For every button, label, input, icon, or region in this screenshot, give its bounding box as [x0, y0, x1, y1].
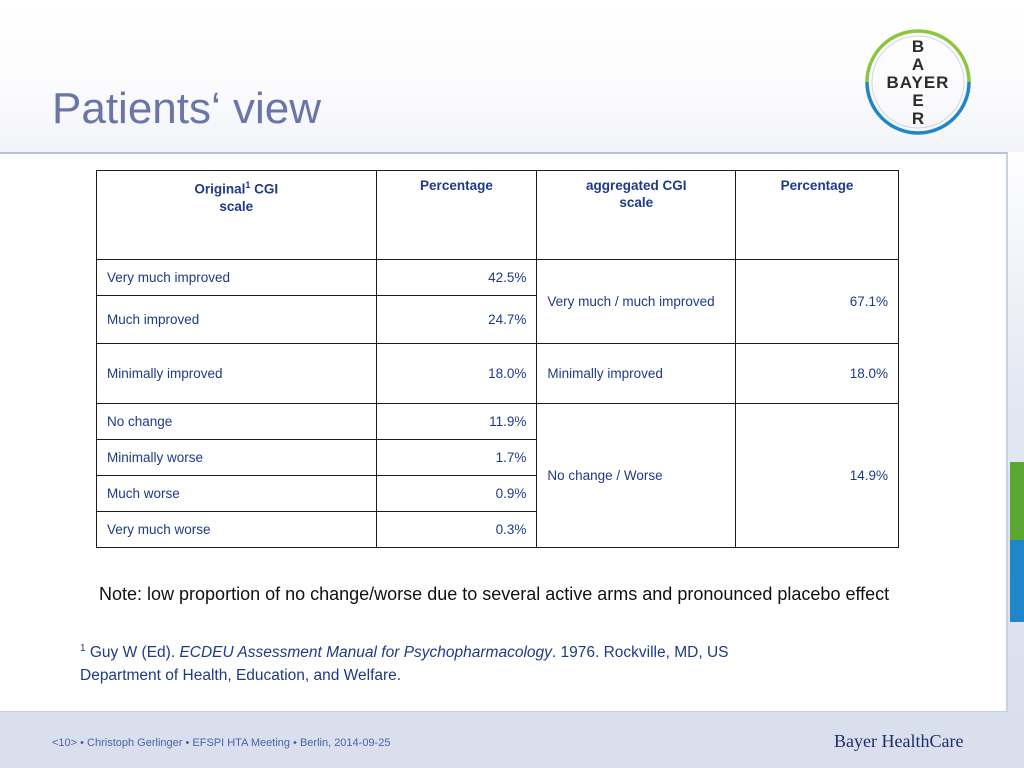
logo-letter-b: B	[911, 37, 925, 56]
aggregated-label: Very much / much improved	[537, 260, 736, 344]
row-label: Very much improved	[97, 260, 377, 296]
aggregated-value: 14.9%	[736, 404, 899, 548]
row-value: 0.3%	[376, 512, 537, 548]
brand-wordmark: Bayer HealthCare	[834, 731, 964, 751]
logo-letter-r: R	[911, 109, 925, 128]
table-row	[97, 344, 899, 404]
cgi-table	[96, 170, 899, 548]
aggregated-label: Minimally improved	[537, 344, 736, 404]
header-original-cgi: Original$^1$ CGI scale	[97, 171, 377, 260]
reference-marker: 1	[80, 643, 86, 654]
row-label: Much worse	[97, 476, 377, 512]
logo-word-bayer: BAYER	[886, 73, 950, 92]
table-header-row	[97, 171, 899, 260]
row-value: 0.9%	[376, 476, 537, 512]
reference-footnote	[80, 637, 780, 687]
row-label: Much improved	[97, 296, 377, 344]
note-text: Note: low proportion of no change/worse due to several active arms and pronounced placebo effect	[99, 584, 890, 604]
header-aggregated-cgi: aggregated CGI scale	[537, 171, 736, 260]
side-accent-green	[1010, 462, 1024, 540]
header-aggregated-percentage: Percentage	[736, 171, 899, 260]
row-label: No change	[97, 404, 377, 440]
logo-letter-e: E	[912, 91, 924, 110]
row-value: 1.7%	[376, 440, 537, 476]
table-row	[97, 404, 899, 440]
reference-details: . 1976. Rockville, MD, US Department of Health, Education, and Welfare.	[80, 644, 729, 685]
row-label: Very much worse	[97, 512, 377, 548]
aggregated-value: 18.0%	[736, 344, 899, 404]
logo-letter-a: A	[911, 55, 925, 74]
row-value: 42.5%	[376, 260, 537, 296]
aggregated-value: 67.1%	[736, 260, 899, 344]
slide-title: Patients‘ view	[52, 84, 322, 133]
bayer-cross-logo	[864, 28, 972, 136]
header-percentage: Percentage	[376, 171, 537, 260]
aggregated-label: No change / Worse	[537, 404, 736, 548]
side-accent-blue	[1010, 540, 1024, 622]
row-value: 11.9%	[376, 404, 537, 440]
reference-book-title: ECDEU Assessment Manual for Psychopharmacology	[179, 644, 552, 662]
row-value: 18.0%	[376, 344, 537, 404]
row-label: Minimally worse	[97, 440, 377, 476]
row-label: Minimally improved	[97, 344, 377, 404]
row-value: 24.7%	[376, 296, 537, 344]
reference-author: Guy W (Ed).	[85, 644, 180, 662]
footer-info: <10> • Christoph Gerlinger • EFSPI HTA Meeting • Berlin, 2014-09-25	[52, 737, 391, 749]
table-row	[97, 260, 899, 296]
